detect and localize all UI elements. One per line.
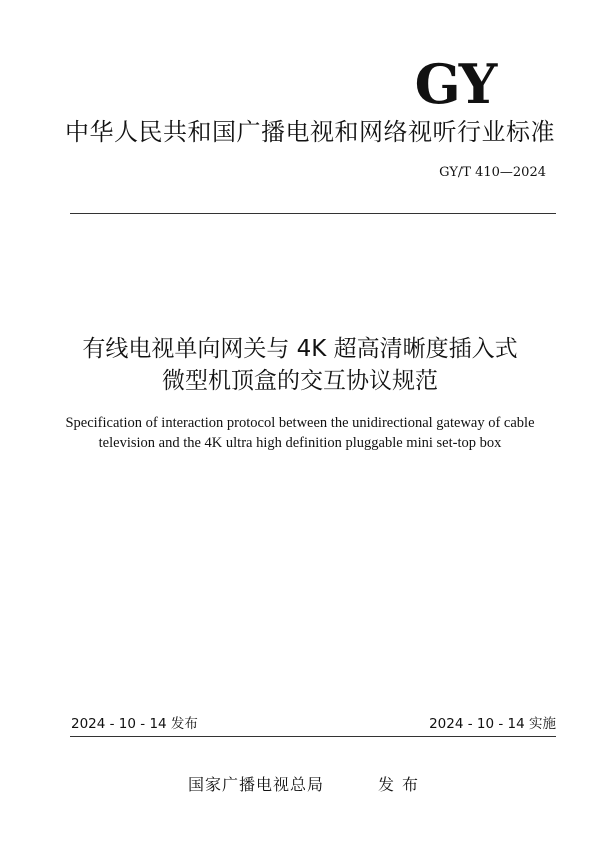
standard-code: GY/T 410—2024 <box>439 165 546 180</box>
industry-standard-name: 中华人民共和国广播电视和网络视听行业标准 <box>65 118 555 146</box>
bottom-divider <box>70 736 556 737</box>
title-zh-line-2: 微型机顶盒的交互协议规范 <box>162 368 438 394</box>
document-title-en <box>50 413 550 453</box>
release-date: 2024 - 10 - 14 发布 <box>71 716 198 732</box>
publish-label: 发布 <box>378 775 427 794</box>
top-divider <box>70 213 556 214</box>
title-en-line-2: television and the 4K ultra high definition pluggable mini set-top box <box>98 435 502 451</box>
title-en-line-1: Specification of interaction protocol between the unidirectional gateway of cable <box>65 415 535 431</box>
title-zh-line-1: 有线电视单向网关与 4K 超高清晰度插入式 <box>82 336 518 362</box>
standard-logo: GY <box>414 52 496 116</box>
implementation-date: 2024 - 10 - 14 实施 <box>429 716 556 732</box>
document-title-zh <box>40 333 560 397</box>
issuing-authority: 国家广播电视总局 <box>188 775 325 794</box>
